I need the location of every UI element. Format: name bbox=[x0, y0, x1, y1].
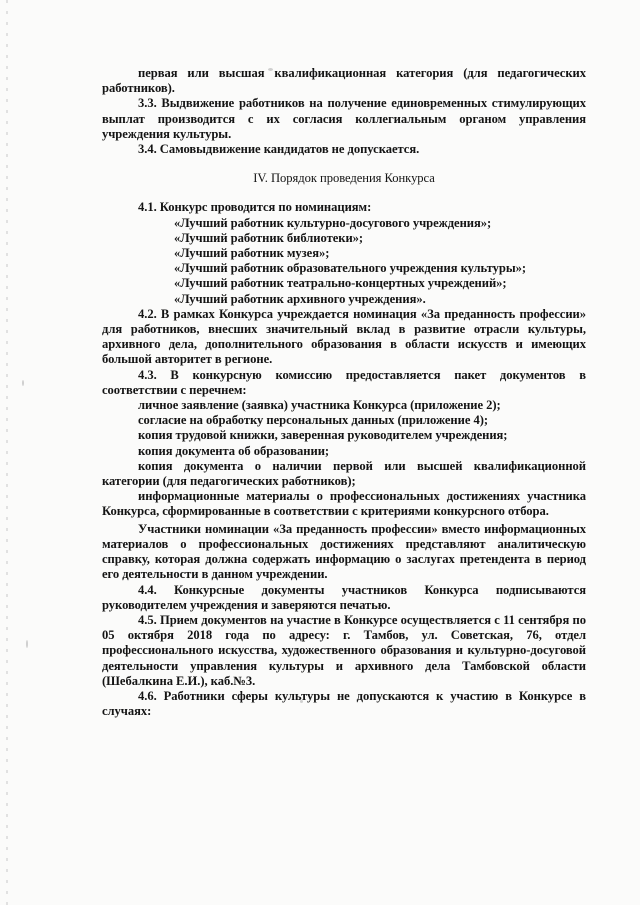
nomination-item: «Лучший работник музея»; bbox=[174, 246, 330, 261]
paragraph-4-4: 4.4. Конкурсные документы участников Конкурса подписываются руководителем учреждения и заверяются печатью. bbox=[102, 582, 586, 612]
paragraph-4-3: 4.3. В конкурсную комиссию предоставляется пакет документов в соответствии с перечнем: bbox=[102, 367, 586, 397]
document-list-item: согласие на обработку персональных данных (приложение 4); bbox=[138, 413, 488, 428]
paragraph-4-2: 4.2. В рамках Конкурса учреждается номинация «За преданность профессии» для работников, внесших значительный вклад в развитие отрасли культуры, архивного дела, дополнительного образования в области искусств и имеющих большой авторитет в регионе. bbox=[102, 306, 586, 367]
document-list-item: копия трудовой книжки, заверенная руководителем учреждения; bbox=[138, 428, 508, 443]
scan-speck bbox=[22, 380, 24, 386]
nomination-item: «Лучший работник библиотеки»; bbox=[174, 230, 364, 245]
paragraph-4-6: 4.6. Работники сферы культуры не допускаются к участию в Конкурсе в случаях: bbox=[102, 688, 586, 719]
scan-edge-artifact bbox=[6, 0, 8, 905]
paragraph-3-2-continuation: первая или высшая квалификационная категория (для педагогических работников). bbox=[102, 66, 586, 96]
document-list-item: личное заявление (заявка) участника Конкурса (приложение 2); bbox=[138, 398, 501, 413]
document-list-item: информационные материалы о профессиональных достижениях участника Конкурса, сформированные в соответствии с критериями конкурсного отбора. bbox=[102, 489, 586, 519]
document-list-item: копия документа о наличии первой или высшей квалификационной категории (для педагогических работников); bbox=[102, 458, 586, 489]
scan-speck bbox=[26, 640, 28, 648]
paragraph-3-3: 3.3. Выдвижение работников на получение единовременных стимулирующих выплат производится с их согласия коллегиальным органом управления учреждения культуры. bbox=[102, 96, 586, 141]
paragraph-4-1: 4.1. Конкурс проводится по номинациям: bbox=[138, 200, 372, 215]
document-list-item: копия документа об образовании; bbox=[138, 443, 330, 458]
nomination-item: «Лучший работник образовательного учреждения культуры»; bbox=[174, 261, 527, 276]
document-body bbox=[102, 66, 586, 719]
paragraph-4-5: 4.5. Прием документов на участие в Конкурсе осуществляется с 11 сентября по 05 октября 2018 года по адресу: г. Тамбов, ул. Советская, 76, отдел профессионального искусства, художественного образования и культурно-досуговой деятельности управления культуры и архивного дела Тамбовской области (Шебалкина Е.И.), каб.№3. bbox=[102, 612, 586, 688]
nomination-item: «Лучший работник театрально-концертных учреждений»; bbox=[174, 276, 507, 291]
section-title: IV. Порядок проведения Конкурса bbox=[253, 171, 435, 186]
nomination-item: «Лучший работник культурно-досугового учреждения»; bbox=[174, 215, 492, 230]
paragraph-3-4: 3.4. Самовыдвижение кандидатов не допускается. bbox=[138, 142, 420, 157]
paragraph-4-3-note: Участники номинации «За преданность профессии» вместо информационных материалов о профессиональных достижениях представляют аналитическую справку, которая должна содержать информацию о заслугах претендента в период его деятельности в данном учреждении. bbox=[102, 521, 586, 582]
nomination-item: «Лучший работник архивного учреждения». bbox=[174, 291, 426, 306]
